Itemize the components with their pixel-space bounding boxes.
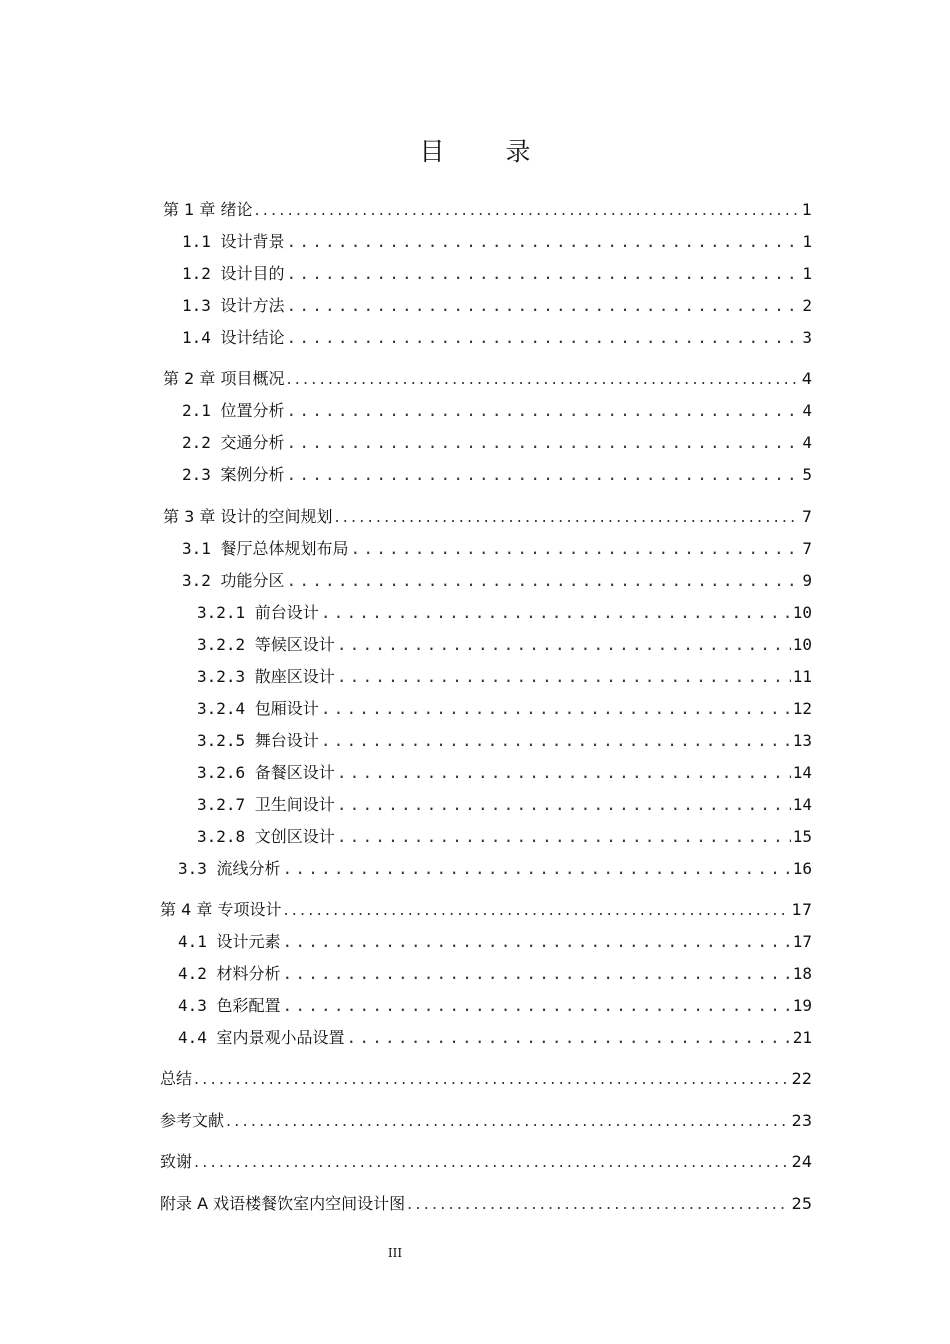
toc-entry-label: 4.4 室内景观小品设置 bbox=[178, 1028, 345, 1047]
toc-entry[interactable] bbox=[178, 858, 812, 880]
toc-entry-label: 第 3 章 设计的空间规划 bbox=[163, 507, 333, 526]
toc-entry-page: 15 bbox=[792, 827, 812, 846]
toc-entry[interactable] bbox=[163, 368, 812, 390]
toc-entry-page: 3 bbox=[802, 328, 812, 347]
toc-entry-label: 2.1 位置分析 bbox=[182, 401, 285, 420]
toc-entry-page: 4 bbox=[801, 369, 812, 388]
toc-entry[interactable] bbox=[163, 199, 812, 221]
toc-entry-page: 4 bbox=[802, 433, 812, 452]
toc-entry-page: 11 bbox=[792, 667, 812, 686]
toc-leader-dots bbox=[287, 570, 801, 592]
toc-entry[interactable] bbox=[197, 794, 812, 816]
toc-entry-label: 2.2 交通分析 bbox=[182, 433, 285, 452]
toc-entry-page: 17 bbox=[791, 900, 812, 919]
toc-leader-dots bbox=[287, 231, 801, 253]
toc-entry-label: 致谢 bbox=[160, 1152, 193, 1171]
toc-entry[interactable] bbox=[178, 931, 812, 953]
toc-entry[interactable] bbox=[197, 698, 812, 720]
toc-entry[interactable] bbox=[197, 634, 812, 656]
page-number: III bbox=[387, 1246, 403, 1260]
toc-entry[interactable] bbox=[160, 1151, 812, 1173]
toc-leader-dots bbox=[337, 666, 791, 688]
toc-entry-page: 9 bbox=[802, 571, 812, 590]
toc-entry-page: 12 bbox=[792, 699, 812, 718]
toc-entry-page: 7 bbox=[801, 507, 812, 526]
toc-leader-dots bbox=[287, 432, 801, 454]
toc-leader-dots bbox=[283, 858, 791, 880]
toc-leader-dots bbox=[337, 762, 791, 784]
toc-entry-label: 3.2.6 备餐区设计 bbox=[197, 763, 335, 782]
toc-leader-dots bbox=[351, 538, 801, 560]
toc-leader-dots bbox=[287, 327, 801, 349]
toc-entry-label: 2.3 案例分析 bbox=[182, 465, 285, 484]
toc-entry[interactable] bbox=[197, 602, 812, 624]
toc-entry[interactable] bbox=[178, 963, 812, 985]
toc-entry-page: 24 bbox=[791, 1152, 812, 1171]
toc-entry-page: 25 bbox=[791, 1194, 812, 1213]
toc-entry-label: 第 1 章 绪论 bbox=[163, 200, 253, 219]
toc-entry-page: 1 bbox=[802, 264, 812, 283]
toc-entry[interactable] bbox=[182, 327, 812, 349]
page-title: 目 录 bbox=[419, 137, 549, 166]
toc-entry[interactable] bbox=[160, 1193, 812, 1215]
toc-entry-label: 3.2.8 文创区设计 bbox=[197, 827, 335, 846]
toc-leader-dots bbox=[321, 698, 791, 720]
toc-leader-dots bbox=[334, 506, 799, 528]
toc-entry-label: 附录 A 戏语楼餐饮室内空间设计图 bbox=[160, 1194, 406, 1213]
toc-leader-dots bbox=[286, 368, 799, 390]
toc-entry[interactable] bbox=[182, 432, 812, 454]
toc-entry-page: 1 bbox=[801, 200, 812, 219]
toc-entry[interactable] bbox=[182, 231, 812, 253]
toc-entry-page: 7 bbox=[802, 539, 812, 558]
toc-leader-dots bbox=[321, 730, 791, 752]
toc-entry-label: 3.1 餐厅总体规划布局 bbox=[182, 539, 349, 558]
toc-entry-page: 2 bbox=[802, 296, 812, 315]
toc-entry-page: 14 bbox=[792, 763, 812, 782]
toc-entry[interactable] bbox=[197, 730, 812, 752]
toc-entry[interactable] bbox=[182, 295, 812, 317]
toc-leader-dots bbox=[347, 1027, 791, 1049]
toc-entry[interactable] bbox=[182, 464, 812, 486]
toc-entry-label: 3.2 功能分区 bbox=[182, 571, 285, 590]
toc-entry-label: 3.2.3 散座区设计 bbox=[197, 667, 335, 686]
toc-leader-dots bbox=[321, 602, 791, 624]
toc-entry-page: 22 bbox=[791, 1069, 812, 1088]
toc-entry-label: 4.1 设计元素 bbox=[178, 932, 281, 951]
toc-entry[interactable] bbox=[178, 1027, 812, 1049]
toc-leader-dots bbox=[194, 1068, 790, 1090]
toc-leader-dots bbox=[226, 1110, 790, 1132]
toc-leader-dots bbox=[337, 634, 791, 656]
toc-entry[interactable] bbox=[197, 666, 812, 688]
toc-leader-dots bbox=[407, 1193, 790, 1215]
toc-entry-page: 14 bbox=[792, 795, 812, 814]
toc-entry-page: 1 bbox=[802, 232, 812, 251]
toc-entry-label: 3.2.5 舞台设计 bbox=[197, 731, 319, 750]
toc-entry-page: 19 bbox=[792, 996, 812, 1015]
toc-entry-label: 3.2.7 卫生间设计 bbox=[197, 795, 335, 814]
toc-entry-label: 参考文献 bbox=[160, 1111, 225, 1130]
toc-entry-page: 4 bbox=[802, 401, 812, 420]
toc-entry[interactable] bbox=[182, 538, 812, 560]
toc-leader-dots bbox=[287, 464, 801, 486]
toc-entry-label: 1.4 设计结论 bbox=[182, 328, 285, 347]
toc-entry[interactable] bbox=[178, 995, 812, 1017]
toc-leader-dots bbox=[194, 1151, 790, 1173]
toc-entry-label: 第 4 章 专项设计 bbox=[160, 900, 282, 919]
toc-entry[interactable] bbox=[197, 826, 812, 848]
toc-entry-label: 4.3 色彩配置 bbox=[178, 996, 281, 1015]
toc-entry-page: 16 bbox=[792, 859, 812, 878]
toc-leader-dots bbox=[287, 263, 801, 285]
toc-entry-page: 21 bbox=[792, 1028, 812, 1047]
toc-leader-dots bbox=[283, 995, 791, 1017]
toc-entry[interactable] bbox=[182, 263, 812, 285]
toc-entry[interactable] bbox=[160, 1110, 812, 1132]
toc-entry-label: 1.2 设计目的 bbox=[182, 264, 285, 283]
toc-leader-dots bbox=[254, 199, 799, 221]
toc-entry-label: 1.3 设计方法 bbox=[182, 296, 285, 315]
toc-entry-label: 3.2.4 包厢设计 bbox=[197, 699, 319, 718]
toc-entry-page: 10 bbox=[792, 635, 812, 654]
toc-entry[interactable] bbox=[160, 899, 812, 921]
toc-entry-label: 4.2 材料分析 bbox=[178, 964, 281, 983]
toc-entry-label: 3.2.1 前台设计 bbox=[197, 603, 319, 622]
toc-entry-label: 1.1 设计背景 bbox=[182, 232, 285, 251]
toc-entry-page: 17 bbox=[792, 932, 812, 951]
toc-entry-page: 13 bbox=[792, 731, 812, 750]
toc-entry-label: 3.2.2 等候区设计 bbox=[197, 635, 335, 654]
toc-leader-dots bbox=[283, 899, 789, 921]
toc-entry-page: 5 bbox=[802, 465, 812, 484]
toc-leader-dots bbox=[337, 826, 791, 848]
toc-entry[interactable] bbox=[160, 1068, 812, 1090]
toc-entry[interactable] bbox=[197, 762, 812, 784]
toc-leader-dots bbox=[287, 400, 801, 422]
toc-entry-page: 23 bbox=[791, 1111, 812, 1130]
toc-entry-page: 18 bbox=[792, 964, 812, 983]
toc-entry-page: 10 bbox=[792, 603, 812, 622]
toc-entry-label: 3.3 流线分析 bbox=[178, 859, 281, 878]
toc-leader-dots bbox=[287, 295, 801, 317]
toc-leader-dots bbox=[283, 963, 791, 985]
toc-entry-label: 总结 bbox=[160, 1069, 193, 1088]
toc-leader-dots bbox=[337, 794, 791, 816]
toc-entry[interactable] bbox=[163, 506, 812, 528]
toc-entry-label: 第 2 章 项目概况 bbox=[163, 369, 285, 388]
toc-leader-dots bbox=[283, 931, 791, 953]
toc-entry[interactable] bbox=[182, 400, 812, 422]
toc-entry[interactable] bbox=[182, 570, 812, 592]
